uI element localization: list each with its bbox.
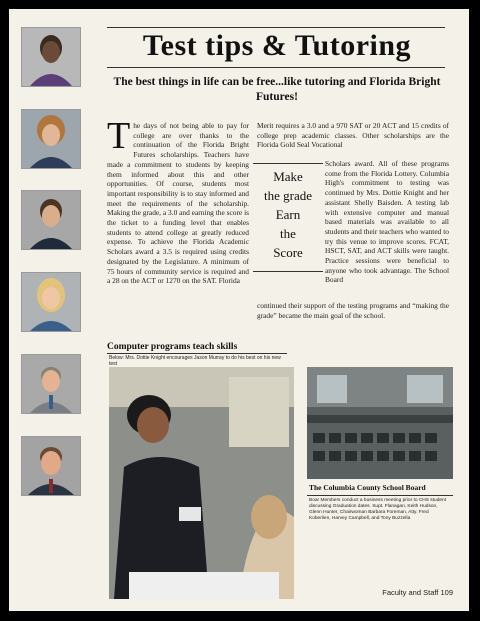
- portrait-3: [21, 190, 81, 250]
- pull-quote-line: the grade: [263, 188, 312, 203]
- portrait-1: [21, 27, 81, 87]
- article-column-1-text: he days of not being able to pay for college are over thanks to the continuation of the Florida Bright Futures scholarships. Teachers have made a commitment to students by keeping them informed about this and other opportunities. Of course, students most important responsibility is to stay informed and meet the requirements of the scholarship. Making the grade, a 3.0 and earning the score is the ticket to a funding level that enables students to attend college at greatly reduced expense. To achieve the Florida Academic Scholars award a 3.5 is required using credits designated by the Legislature. A minimum of 75 hours of community service is required and a 28 on the ACT or 1270 on the SAT. Florida: [107, 121, 249, 286]
- portrait-2: [21, 109, 81, 169]
- board-heading: The Columbia County School Board: [309, 483, 426, 492]
- article-column-1: [107, 115, 249, 286]
- pull-quote-line: Make: [273, 169, 303, 184]
- pull-quote-line: the: [280, 226, 296, 241]
- article-column-2-bottom: continued their support of the testing programs and “making the grade” became the main goal of the school.: [257, 301, 449, 320]
- article-column-2-side: Scholars award. All of these programs come from the Florida Lottery. Columbia High's commitment to testing was continued by Mrs. Dottie Knight and her assistant Shelly Baisden. A testing lab with extensive computer and manual based materials was available to all students and their teachers who wanted to try this venue to improve scores. FCAT, HSCT, SAT, and ACT skills were taught. Practice sessions were beneficial to anyone who took advantage. The School Board: [325, 159, 449, 285]
- pull-quote-rule-bottom: [253, 271, 323, 272]
- headline: Test tips & Tutoring: [142, 29, 412, 62]
- pull-quote-line: Score: [273, 245, 303, 260]
- subheadline: The best things in life can be free...like tutoring and Florida Bright Futures!: [113, 76, 441, 103]
- portrait-5: [21, 354, 81, 414]
- yearbook-page: [9, 9, 469, 611]
- section-heading: Computer programs teach skills: [107, 342, 238, 352]
- section-rule: [107, 353, 287, 354]
- section-caption: Below: Mrs. Dottie Knight encourages Jason Murray to do his best on his new test: [109, 355, 281, 367]
- board-rule: [307, 495, 453, 496]
- article-column-2-top: Merit requires a 3.0 and a 970 SAT or 20 ACT and 15 credits of college prep academic classes. Other scholarships are the Florida Gold Seal Vocational: [257, 121, 449, 150]
- headline-rule-top: [107, 27, 445, 28]
- portrait-6: [21, 436, 81, 496]
- pull-quote: [257, 167, 319, 262]
- headline-rule-bottom: [107, 67, 445, 68]
- pull-quote-line: Earn: [275, 207, 301, 222]
- portrait-4: [21, 272, 81, 332]
- drop-cap: T: [107, 115, 131, 157]
- computer-lab-photo: [109, 367, 294, 599]
- pull-quote-rule-top: [253, 163, 323, 164]
- board-caption: Boar Members conduct a business meeting prior to CHS student discussing Graduation dates. Supt. Flanagan, Keith Hudson, Glenn Hunter, Chairwoman Barbara Foreman, Atty. Fred Koberlien, Harvey Campbell, and Tony Buzzella: [309, 498, 447, 521]
- school-board-photo: [307, 367, 453, 479]
- page-footer: Faculty and Staff 109: [382, 588, 453, 597]
